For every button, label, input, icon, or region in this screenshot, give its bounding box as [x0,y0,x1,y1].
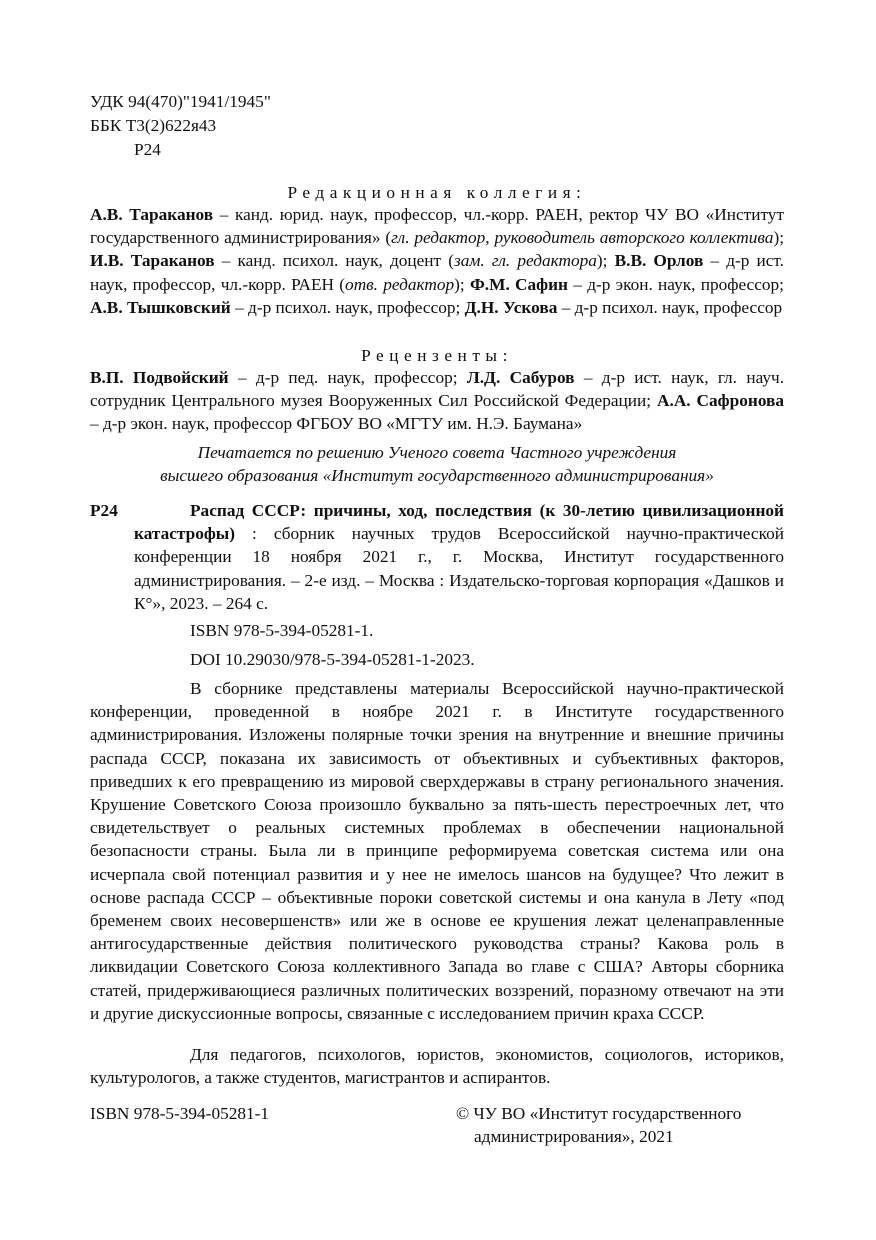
reviewer-desc: – д-р экон. наук, профессор ФГБОУ ВО «МГТУ им. Н.Э. Баумана» [90,414,583,434]
editor-desc: – д-р ист. наук, профессор, чл.-корр. РАЕН ( [90,251,784,294]
copyright-line: администрирования», 2021 [474,1127,674,1147]
footer-isbn: ISBN 978-5-394-05281-1 [90,1104,270,1123]
editor-name: Д.Н. Ускова [464,297,558,317]
reviewers-text [90,366,784,436]
editorial-board-heading: Редакционная коллегия: [287,183,587,202]
printed-by-line: Печатается по решению Ученого совета Частного учреждения [197,443,677,462]
audience-paragraph: Для педагогов, психологов, юристов, экономистов, социологов, историков, культурологов, а также студентов, магистрантов и аспирантов. [90,1045,784,1088]
editor-desc-tail: ); [454,274,470,294]
author-mark: Р24 [134,140,161,159]
catalog-description [134,499,784,615]
editor-name: Ф.М. Сафин [469,274,569,294]
editor-name: И.В. Тараканов [90,251,215,271]
editor-name: В.В. Орлов [614,251,704,271]
reviewer-name: Л.Д. Сабуров [466,368,575,387]
catalog-mark: Р24 [90,501,118,520]
classification-block [90,90,271,162]
reviewer-name: А.А. Сафронова [657,391,785,411]
editor-role: зам. гл. редактора [454,251,597,271]
editor-desc: – канд. психол. наук, доцент ( [214,251,454,271]
editor-desc-tail: ); [596,251,615,271]
reviewer-desc: – д-р пед. наук, профессор; [228,368,467,387]
catalog-doi: DOI 10.29030/978-5-394-05281-1-2023. [190,650,475,669]
printed-by-note [90,441,784,487]
editor-role: отв. редактор [345,274,455,294]
editor-desc: – канд. юрид. наук, профессор, чл.-корр. РАЕН, ректор ЧУ ВО «Институт государственного администрирования» ( [90,205,784,248]
bbk-code: ББК Т3(2)622я43 [90,116,217,135]
editor-desc-tail: ); [773,228,784,248]
book-title: Распад СССР: причины, ход, последствия (к 30-летию цивилизационной катастрофы) [134,501,784,544]
copyright-line: © ЧУ ВО «Институт государственного [456,1104,742,1123]
editor-role: гл. редактор, руководитель авторского коллектива [391,228,774,248]
editorial-board-text [90,203,784,319]
udk-code: УДК 94(470)"1941/1945" [90,92,271,111]
editor-desc: – д-р психол. наук, профессор [557,297,783,317]
catalog-isbn: ISBN 978-5-394-05281-1. [190,621,374,640]
annotation-paragraph: В сборнике представлены материалы Всероссийской научно-практической конференции, проведенной в ноябре 2021 г. в Институте государственного администрирования. Изложены полярные точки зрения на внутренние и внешние причины распада СССР, показана их зависимость от объективных и субъективных факторов, приведших к его превращению из мировой сверхдержавы в страну регионального значения. Крушение Советского Союза произошло буквально за пять-шесть перестроечных лет, что свидетельствует о реальных системных проблемах в обеспечении национальной безопасности страны. Была ли в принципе реформируема советская система или она исчерпала свой потенциал развития и у нее не имелось шансов на будущее? Что лежит в основе распада СССР – объективные пороки советской системы и она канула в Лету «под бременем своих несовершенств» или же в основе ее крушения лежат целенаправленные антигосударственные действия политического руководства страны? Какова роль в ликвидации Советского Союза коллективного Запада во главе с США? Авторы сборника статей, придерживающиеся различных политических воззрений, поразному отвечают на эти и другие дискуссионные вопросы, связанные с исследованием причин краха СССР. [90,679,784,1023]
reviewer-desc: – д-р ист. наук, гл. науч. сотрудник Центрального музея Вооруженных Сил Российской Федерации; [90,368,785,411]
editor-desc: – д-р экон. наук, профессор; [568,274,784,294]
editor-name: А.В. Тараканов [90,205,214,224]
reviewers-heading: Рецензенты: [361,346,513,365]
book-details: : сборник научных трудов Всероссийской научно-практической конференции 18 ноября 2021 г., г. Москва, Институт государственного администрирования. – 2-е изд. – Москва : Издательско-торговая корпорация «Дашков и К°», 2023. – 264 с. [134,524,784,613]
editor-name: А.В. Тышковский [90,297,231,317]
printed-by-line: высшего образования «Институт государственного администрирования» [160,466,714,486]
copyright-notice [456,1102,786,1148]
reviewer-name: В.П. Подвойский [90,368,229,387]
editor-desc: – д-р психол. наук, профессор; [230,297,465,317]
